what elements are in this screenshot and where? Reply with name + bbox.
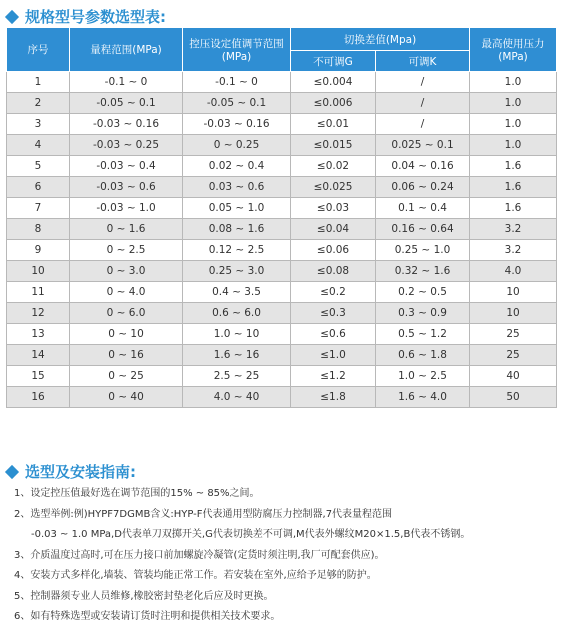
table-row [7,387,557,408]
cell-seq: 15 [7,366,70,387]
header-diff-adjustable: 可调K [376,51,470,72]
cell-setting: 1.0 ~ 10 [183,324,291,345]
cell-setting: -0.05 ~ 0.1 [183,93,291,114]
cell-range: 0 ~ 1.6 [70,219,183,240]
cell-setting: 0.02 ~ 0.4 [183,156,291,177]
cell-max-pressure: 50 [470,387,557,408]
cell-diff-adjustable: 0.5 ~ 1.2 [376,324,470,345]
cell-range: -0.05 ~ 0.1 [70,93,183,114]
cell-max-pressure: 1.0 [470,72,557,93]
cell-diff-adjustable: 0.2 ~ 0.5 [376,282,470,303]
cell-range: 0 ~ 6.0 [70,303,183,324]
cell-max-pressure: 1.0 [470,93,557,114]
cell-setting: 0.12 ~ 2.5 [183,240,291,261]
cell-setting: 0.08 ~ 1.6 [183,219,291,240]
cell-seq: 5 [7,156,70,177]
note-5: 5、控制器须专业人员维修,橡胶密封垫老化后应及时更换。 [14,590,274,602]
spec-section-title [7,6,166,27]
cell-diff-fixed: ≤0.01 [291,114,376,135]
cell-diff-fixed: ≤1.8 [291,387,376,408]
cell-diff-fixed: ≤0.025 [291,177,376,198]
cell-max-pressure: 3.2 [470,240,557,261]
cell-setting: 2.5 ~ 25 [183,366,291,387]
table-row [7,93,557,114]
cell-range: 0 ~ 2.5 [70,240,183,261]
cell-seq: 14 [7,345,70,366]
cell-range: 0 ~ 4.0 [70,282,183,303]
cell-max-pressure: 3.2 [470,219,557,240]
cell-diff-fixed: ≤0.02 [291,156,376,177]
cell-diff-adjustable: 0.1 ~ 0.4 [376,198,470,219]
table-row [7,198,557,219]
cell-diff-adjustable: 0.16 ~ 0.64 [376,219,470,240]
cell-range: -0.03 ~ 0.4 [70,156,183,177]
cell-max-pressure: 10 [470,303,557,324]
cell-diff-adjustable: 0.025 ~ 0.1 [376,135,470,156]
cell-diff-adjustable: 1.0 ~ 2.5 [376,366,470,387]
cell-range: -0.1 ~ 0 [70,72,183,93]
cell-max-pressure: 1.6 [470,198,557,219]
cell-seq: 9 [7,240,70,261]
cell-max-pressure: 4.0 [470,261,557,282]
spec-title-text: 规格型号参数选型表: [25,8,166,26]
cell-range: 0 ~ 16 [70,345,183,366]
table-row [7,177,557,198]
cell-range: -0.03 ~ 1.0 [70,198,183,219]
cell-range: 0 ~ 10 [70,324,183,345]
cell-range: 0 ~ 25 [70,366,183,387]
table-row [7,303,557,324]
table-row [7,324,557,345]
cell-range: 0 ~ 3.0 [70,261,183,282]
cell-max-pressure: 1.0 [470,135,557,156]
note-4: 4、安装方式多样化,墙装、管装均能正常工作。若安装在室外,应给予足够的防护。 [14,570,377,581]
cell-seq: 12 [7,303,70,324]
cell-seq: 8 [7,219,70,240]
table-row [7,72,557,93]
cell-setting: -0.1 ~ 0 [183,72,291,93]
cell-diff-fixed: ≤1.0 [291,345,376,366]
table-row [7,240,557,261]
table-row [7,156,557,177]
cell-range: -0.03 ~ 0.16 [70,114,183,135]
header-max-pressure: 最高使用压力(MPa) [470,28,557,72]
cell-seq: 6 [7,177,70,198]
note-3: 3、介质温度过高时,可在压力接口前加螺旋冷凝管(定货时须注明,我厂可配套供应)。 [14,549,385,561]
spec-table-body [7,72,557,408]
cell-diff-adjustable: 0.6 ~ 1.8 [376,345,470,366]
cell-setting: 0.05 ~ 1.0 [183,198,291,219]
cell-diff-adjustable: / [376,114,470,135]
cell-diff-adjustable: 0.06 ~ 0.24 [376,177,470,198]
header-diff-fixed: 不可调G [291,51,376,72]
cell-seq: 4 [7,135,70,156]
note-6: 6、如有特殊选型或安装请订货时注明和提供相关技术要求。 [14,611,281,622]
cell-max-pressure: 25 [470,345,557,366]
guide-notes [14,484,554,628]
table-row [7,345,557,366]
spec-table [6,27,557,408]
cell-seq: 1 [7,72,70,93]
note-2: 2、选型举例:例)HYPF7DGMB含义:HYP-F代表通用型防腐压力控制器,7代表量程范围 [14,508,393,520]
cell-diff-fixed: ≤0.6 [291,324,376,345]
cell-diff-adjustable: 0.25 ~ 1.0 [376,240,470,261]
cell-diff-fixed: ≤0.2 [291,282,376,303]
cell-diff-adjustable: 0.3 ~ 0.9 [376,303,470,324]
cell-setting: 0.03 ~ 0.6 [183,177,291,198]
cell-seq: 10 [7,261,70,282]
table-row [7,366,557,387]
cell-range: 0 ~ 40 [70,387,183,408]
table-row [7,135,557,156]
cell-diff-adjustable: 1.6 ~ 4.0 [376,387,470,408]
cell-setting: 0.25 ~ 3.0 [183,261,291,282]
cell-seq: 11 [7,282,70,303]
diamond-bullet-icon [5,464,19,478]
cell-max-pressure: 40 [470,366,557,387]
cell-range: -0.03 ~ 0.25 [70,135,183,156]
cell-setting: 0.4 ~ 3.5 [183,282,291,303]
cell-seq: 3 [7,114,70,135]
cell-range: -0.03 ~ 0.6 [70,177,183,198]
cell-setting: 0.6 ~ 6.0 [183,303,291,324]
cell-seq: 16 [7,387,70,408]
cell-diff-fixed: ≤0.03 [291,198,376,219]
cell-seq: 13 [7,324,70,345]
cell-setting: -0.03 ~ 0.16 [183,114,291,135]
cell-seq: 7 [7,198,70,219]
table-row [7,219,557,240]
cell-setting: 1.6 ~ 16 [183,345,291,366]
diamond-bullet-icon [5,9,19,23]
header-setting: 控压设定值调节范围(MPa) [183,28,291,72]
cell-setting: 0 ~ 0.25 [183,135,291,156]
header-seq: 序号 [7,28,70,72]
cell-max-pressure: 10 [470,282,557,303]
guide-title-text: 选型及安装指南: [25,463,136,481]
note-2-continued: -0.03 ~ 1.0 MPa,D代表单刀双掷开关,G代表切换差不可调,M代表外螺纹M20×1.5,B代表不锈钢。 [31,529,471,540]
note-1: 1、设定控压值最好选在调节范围的15% ~ 85%之间。 [14,488,260,499]
header-diff: 切换差值(Mpa) [291,28,470,51]
cell-diff-fixed: ≤0.06 [291,240,376,261]
cell-diff-adjustable: 0.32 ~ 1.6 [376,261,470,282]
cell-diff-fixed: ≤0.015 [291,135,376,156]
cell-seq: 2 [7,93,70,114]
cell-diff-adjustable: 0.04 ~ 0.16 [376,156,470,177]
cell-max-pressure: 25 [470,324,557,345]
cell-diff-fixed: ≤0.04 [291,219,376,240]
table-row [7,114,557,135]
cell-diff-fixed: ≤0.006 [291,93,376,114]
header-range: 量程范围(MPa) [70,28,183,72]
table-row [7,261,557,282]
cell-diff-fixed: ≤0.004 [291,72,376,93]
cell-max-pressure: 1.6 [470,156,557,177]
cell-diff-adjustable: / [376,93,470,114]
cell-diff-fixed: ≤1.2 [291,366,376,387]
cell-setting: 4.0 ~ 40 [183,387,291,408]
guide-section-title [7,461,136,482]
cell-diff-fixed: ≤0.3 [291,303,376,324]
cell-diff-adjustable: / [376,72,470,93]
cell-max-pressure: 1.0 [470,114,557,135]
table-row [7,282,557,303]
cell-max-pressure: 1.6 [470,177,557,198]
cell-diff-fixed: ≤0.08 [291,261,376,282]
